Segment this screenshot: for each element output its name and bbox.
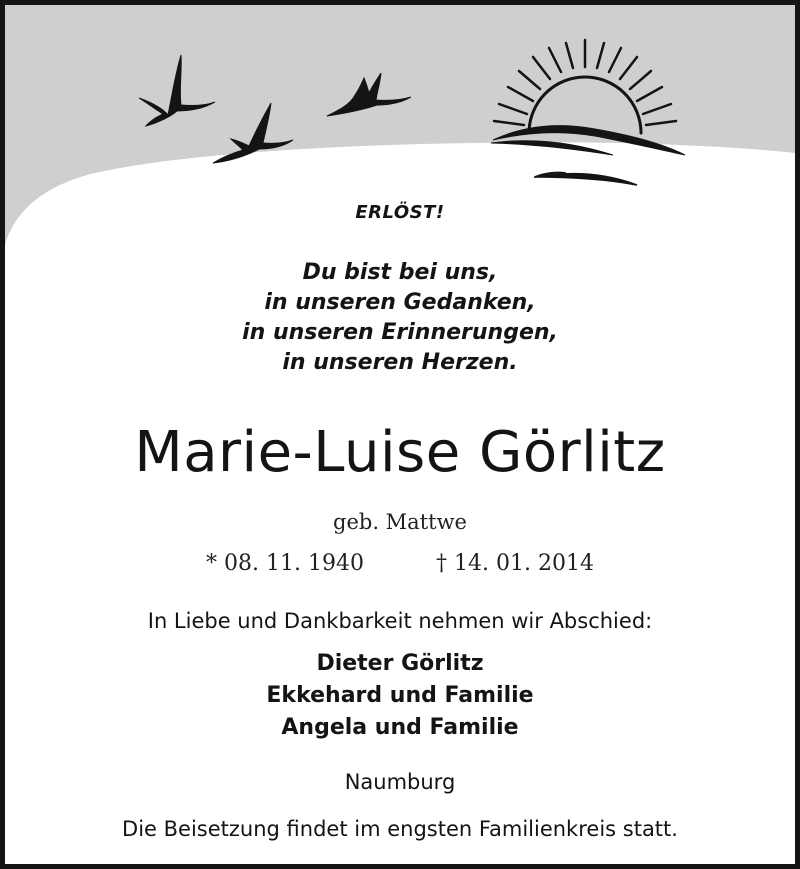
verse-line: Du bist bei uns, <box>302 260 498 285</box>
farewell-text: In Liebe und Dankbarkeit nehmen wir Abschied: <box>147 609 653 633</box>
mourner-name: Ekkehard und Familie <box>266 683 534 708</box>
verse-line: in unseren Erinnerungen, <box>242 320 558 345</box>
birth-name: geb. Mattwe <box>333 510 467 534</box>
burial-note: Die Beisetzung findet im engsten Familienkreis statt. <box>122 817 678 841</box>
life-dates <box>5 551 795 576</box>
deceased-name: Marie-Luise Görlitz <box>134 420 666 485</box>
death-date: † 14. 01. 2014 <box>436 551 594 576</box>
mourner-name: Dieter Görlitz <box>316 651 484 676</box>
place-name: Naumburg <box>344 770 456 794</box>
verse-line: in unseren Herzen. <box>282 350 518 375</box>
notice-heading: ERLÖST! <box>355 202 445 223</box>
mourner-name: Angela und Familie <box>281 715 519 740</box>
birth-date: * 08. 11. 1940 <box>206 551 364 576</box>
verse-line: in unseren Gedanken, <box>264 290 536 315</box>
